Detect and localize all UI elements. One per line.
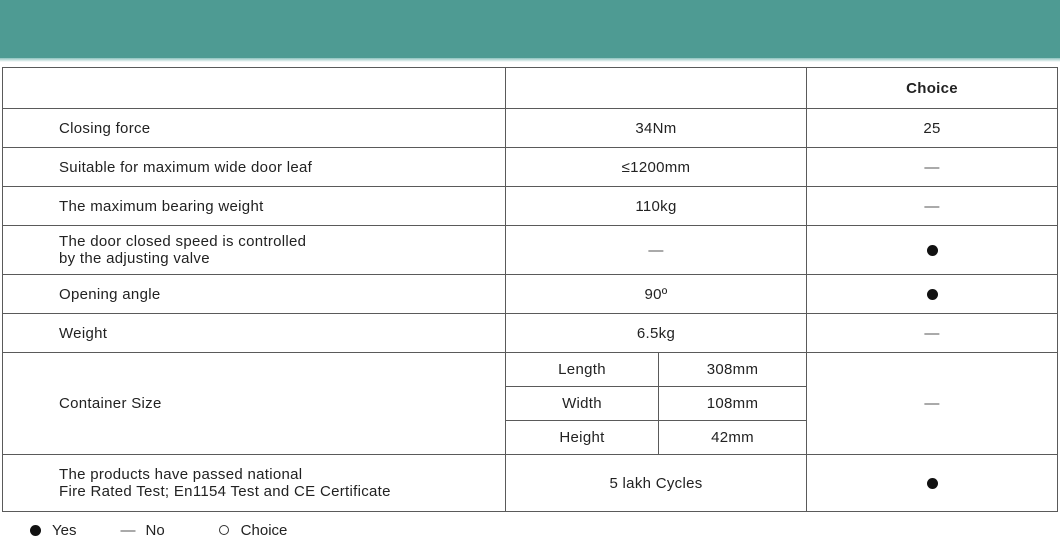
choice-circle-icon bbox=[219, 525, 229, 535]
legend bbox=[30, 522, 331, 538]
legend-choice bbox=[209, 522, 288, 539]
no-dash-icon: — bbox=[924, 197, 940, 215]
dim-name: Width bbox=[506, 387, 659, 421]
yes-dot-icon bbox=[927, 478, 938, 489]
row-label-line-2: by the adjusting valve bbox=[59, 250, 210, 267]
dim-name: Length bbox=[506, 353, 659, 387]
row-label bbox=[3, 226, 506, 275]
row-label: Suitable for maximum wide door leaf bbox=[3, 148, 506, 187]
table-row bbox=[3, 226, 1058, 275]
row-value: 6.5kg bbox=[506, 314, 807, 353]
legend-yes bbox=[30, 522, 76, 539]
row-label bbox=[3, 455, 506, 512]
row-choice: 25 bbox=[807, 109, 1058, 148]
row-value: 110kg bbox=[506, 187, 807, 226]
legend-no-label: No bbox=[145, 521, 165, 539]
row-choice bbox=[807, 226, 1058, 275]
row-value: ≤1200mm bbox=[506, 148, 807, 187]
table-row bbox=[3, 353, 1058, 387]
row-label: Container Size bbox=[3, 353, 506, 455]
table-row bbox=[3, 109, 1058, 148]
dim-name: Height bbox=[506, 421, 659, 455]
no-dash-icon: — bbox=[648, 241, 664, 259]
row-label: The maximum bearing weight bbox=[3, 187, 506, 226]
row-value: 90º bbox=[506, 275, 807, 314]
no-dash-icon: — bbox=[924, 158, 940, 176]
no-dash-icon: — bbox=[924, 324, 940, 342]
banner-shadow bbox=[0, 58, 1060, 62]
table-row bbox=[3, 314, 1058, 353]
table-row bbox=[3, 455, 1058, 512]
row-label: Weight bbox=[3, 314, 506, 353]
row-label-line-1: The door closed speed is controlled bbox=[59, 233, 307, 250]
legend-no bbox=[120, 522, 164, 539]
legend-yes-label: Yes bbox=[52, 521, 77, 539]
legend-choice-label: Choice bbox=[240, 521, 288, 539]
row-label: Closing force bbox=[3, 109, 506, 148]
yes-dot-icon bbox=[927, 245, 938, 256]
row-choice bbox=[807, 455, 1058, 512]
row-value bbox=[506, 226, 807, 275]
dim-value: 108mm bbox=[659, 387, 807, 421]
row-choice bbox=[807, 314, 1058, 353]
header-banner bbox=[0, 0, 1060, 58]
row-label: Opening angle bbox=[3, 275, 506, 314]
row-value: 34Nm bbox=[506, 109, 807, 148]
dim-value: 42mm bbox=[659, 421, 807, 455]
table-row bbox=[3, 148, 1058, 187]
spec-table bbox=[2, 67, 1058, 512]
table-row bbox=[3, 275, 1058, 314]
header-value-cell bbox=[506, 68, 807, 109]
row-choice bbox=[807, 275, 1058, 314]
no-dash-icon: — bbox=[924, 395, 940, 412]
row-choice bbox=[807, 187, 1058, 226]
row-label-line-1: The products have passed national bbox=[59, 466, 303, 483]
row-label-line-2: Fire Rated Test; En1154 Test and CE Certificate bbox=[59, 483, 391, 500]
yes-dot-icon bbox=[30, 525, 41, 536]
no-dash-icon: — bbox=[120, 521, 136, 539]
row-value: 5 lakh Cycles bbox=[506, 455, 807, 512]
row-choice bbox=[807, 148, 1058, 187]
header-row bbox=[3, 68, 1058, 109]
yes-dot-icon bbox=[927, 289, 938, 300]
header-label-cell bbox=[3, 68, 506, 109]
row-choice bbox=[807, 353, 1058, 455]
table-row bbox=[3, 187, 1058, 226]
header-choice: Choice bbox=[807, 68, 1058, 109]
dim-value: 308mm bbox=[659, 353, 807, 387]
